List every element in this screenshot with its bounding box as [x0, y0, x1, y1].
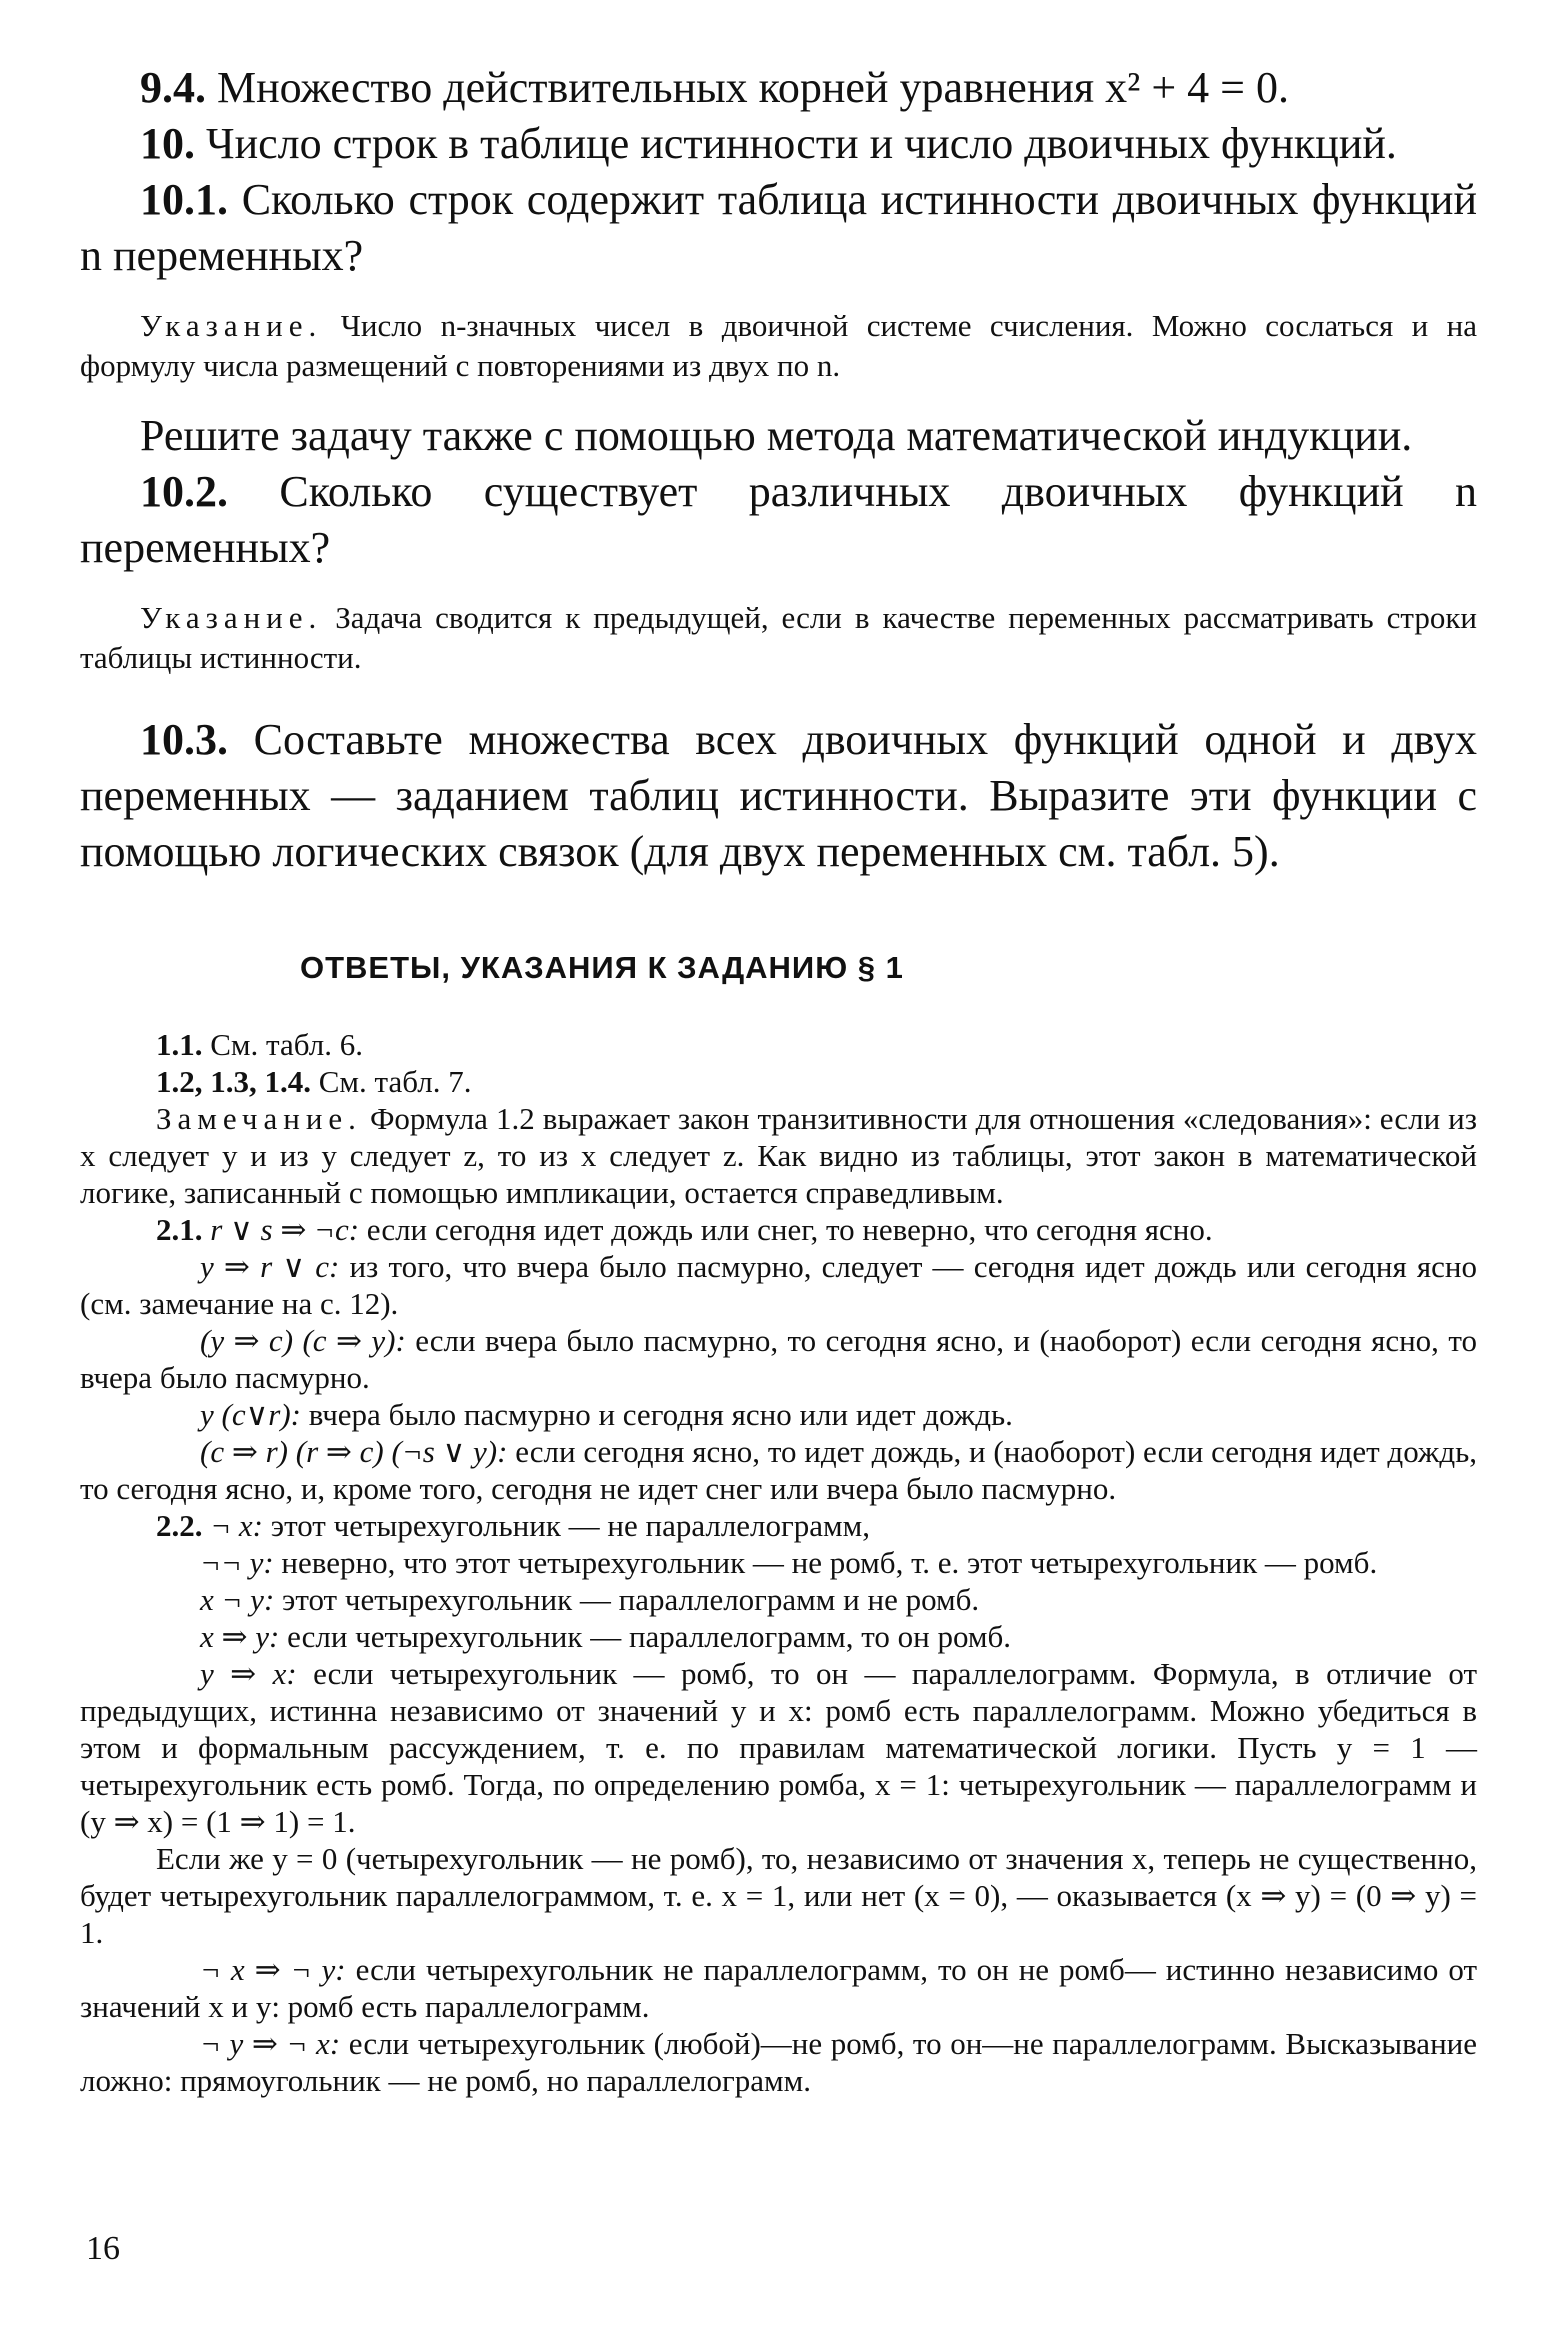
problem-number: 10.1.	[140, 175, 228, 224]
answer-text: если четырехугольник не параллелограмм, то он не ромб— истинно независимо от значений x и y: ромб есть параллелограмм.	[80, 1952, 1478, 2024]
formula: r ∨ s ⇒ ¬c:	[210, 1212, 360, 1247]
problem-number: 10.3.	[140, 715, 228, 764]
problem-text: Составьте множества всех двоичных функций одной и двух переменных — заданием таблиц истинности. Выразите эти функции с помощью логических связок (для двух переменных см. табл. 5).	[80, 715, 1477, 876]
problem-text: Число строк в таблице истинности и число двоичных функций.	[206, 119, 1397, 168]
hint-1	[80, 306, 1477, 386]
answer-2-1-item	[80, 1433, 1477, 1507]
answer-1-2	[80, 1063, 1477, 1100]
answer-text: вчера было пасмурно и сегодня ясно или идет дождь.	[308, 1397, 1013, 1432]
formula: ¬¬ y:	[200, 1545, 274, 1580]
answer-text: неверно, что этот четырехугольник — не ромб, т. е. этот четырехугольник — ромб.	[281, 1545, 1378, 1580]
answer-number: 2.1.	[156, 1212, 203, 1247]
answer-2-1	[80, 1211, 1477, 1248]
formula: x ⇒ y:	[200, 1619, 280, 1654]
problem-number: 10.	[140, 119, 195, 168]
hint-2	[80, 598, 1477, 678]
problem-10-3	[80, 712, 1477, 880]
problem-text: Сколько существует различных двоичных функций n переменных?	[80, 467, 1478, 572]
answer-2-2	[80, 1507, 1477, 1544]
answer-text: если четырехугольник (любой)—не ромб, то он—не параллелограмм. Высказывание ложно: прямоугольник — не ромб, но параллелограмм.	[80, 2026, 1478, 2098]
problem-number: 10.2.	[140, 467, 228, 516]
answer-2-2-paragraph: Если же y = 0 (четырехугольник — не ромб), то, независимо от значения x, теперь не существенно, будет четырехугольник параллелограммом, т. е. x = 1, или нет (x = 0), — оказывается (x ⇒ y) = (0 ⇒ y) = 1.	[80, 1841, 1477, 1950]
answer-text: если четырехугольник — ромб, то он — параллелограмм. Формула, в отличие от предыдущих, истинна независимо от значений y и x: ромб есть параллелограмм. Можно убедиться в этом и формальным рассуждением, т. е. по правилам математической логики. Пусть y = 1 — четырехугольник есть ромб. Тогда, по определению ромба, x = 1: четырехугольник — параллелограмм и (y ⇒ x) = (1 ⇒ 1) = 1.	[80, 1656, 1477, 1839]
remark-text: Формула 1.2 выражает закон транзитивности для отношения «следования»: если из x следует y и из y следует z, то из x следует z. Как видно из таблицы, этот закон в математической логике, записанный с помощью импликации, остается справедливым.	[80, 1101, 1477, 1210]
answer-1-1	[80, 1026, 1477, 1063]
answer-text: из того, что вчера было пасмурно, следует — сегодня идет дождь или сегодня ясно (см. замечание на с. 12).	[80, 1249, 1477, 1321]
answer-2-1-item	[80, 1396, 1477, 1433]
answer-text: если четырехугольник — параллелограмм, то он ромб.	[287, 1619, 1011, 1654]
problem-10-2	[80, 464, 1477, 576]
answer-text: этот четырехугольник — параллелограмм и не ромб.	[282, 1582, 980, 1617]
answer-text: этот четырехугольник — не параллелограмм,	[270, 1508, 870, 1543]
formula: ¬ x ⇒ ¬ y:	[200, 1952, 346, 1987]
hint-label: Указание.	[140, 600, 323, 635]
formula: y ⇒ x:	[200, 1656, 297, 1691]
page-number: 16	[86, 2230, 120, 2267]
hint-label: Указание.	[140, 308, 323, 343]
answer-2-2-item	[80, 1951, 1477, 2025]
answer-2-1-item	[80, 1248, 1477, 1322]
answer-text: если сегодня ясно, то идет дождь, и (наоборот) если сегодня идет дождь, то сегодня ясно, и, кроме того, сегодня не идет снег или вчера было пасмурно.	[80, 1434, 1478, 1506]
remark-label: Замечание.	[156, 1101, 362, 1136]
answer-text: если сегодня идет дождь или снег, то неверно, что сегодня ясно.	[366, 1212, 1213, 1247]
hint-text: Задача сводится к предыдущей, если в качестве переменных рассматривать строки таблицы истинности.	[80, 600, 1478, 675]
formula: (c ⇒ r) (r ⇒ c) (¬s ∨ y):	[200, 1434, 508, 1469]
answer-number: 1.2, 1.3, 1.4.	[156, 1064, 311, 1099]
answer-2-1-item	[80, 1322, 1477, 1396]
problem-10	[80, 116, 1477, 172]
problem-text: Сколько строк содержит таблица истинности двоичных функций n переменных?	[80, 175, 1477, 280]
formula: y (c∨r):	[200, 1397, 301, 1432]
answer-number: 1.1.	[156, 1027, 203, 1062]
formula: x ¬ y:	[200, 1582, 275, 1617]
answer-text: См. табл. 6.	[210, 1027, 363, 1062]
problem-text: Множество действительных корней уравнения x² + 4 = 0.	[217, 63, 1289, 112]
answer-text: См. табл. 7.	[318, 1064, 472, 1099]
answer-2-2-item	[80, 2025, 1477, 2099]
problem-9-4	[80, 60, 1477, 116]
formula: y ⇒ r ∨ c:	[200, 1249, 340, 1284]
formula: ¬ x:	[210, 1508, 264, 1543]
answer-text: если вчера было пасмурно, то сегодня ясно, и (наоборот) если сегодня ясно, то вчера было пасмурно.	[80, 1323, 1478, 1395]
solve-instruction: Решите задачу также с помощью метода математической индукции.	[140, 411, 1413, 460]
answer-2-2-item	[80, 1544, 1477, 1581]
formula: (y ⇒ c) (c ⇒ y):	[200, 1323, 406, 1358]
problem-10-1	[80, 172, 1477, 284]
formula: ¬ y ⇒ ¬ x:	[200, 2026, 341, 2061]
hint-text: Число n-значных чисел в двоичной системе счисления. Можно сослаться и на формулу числа размещений с повторениями из двух по n.	[80, 308, 1477, 383]
answer-2-2-item	[80, 1618, 1477, 1655]
answer-2-2-item	[80, 1655, 1477, 1840]
section-heading: ОТВЕТЫ, УКАЗАНИЯ К ЗАДАНИЮ § 1	[300, 950, 904, 985]
answer-number: 2.2.	[156, 1508, 203, 1543]
problem-number: 9.4.	[140, 63, 206, 112]
remark	[80, 1100, 1477, 1211]
answer-2-2-item	[80, 1581, 1477, 1618]
